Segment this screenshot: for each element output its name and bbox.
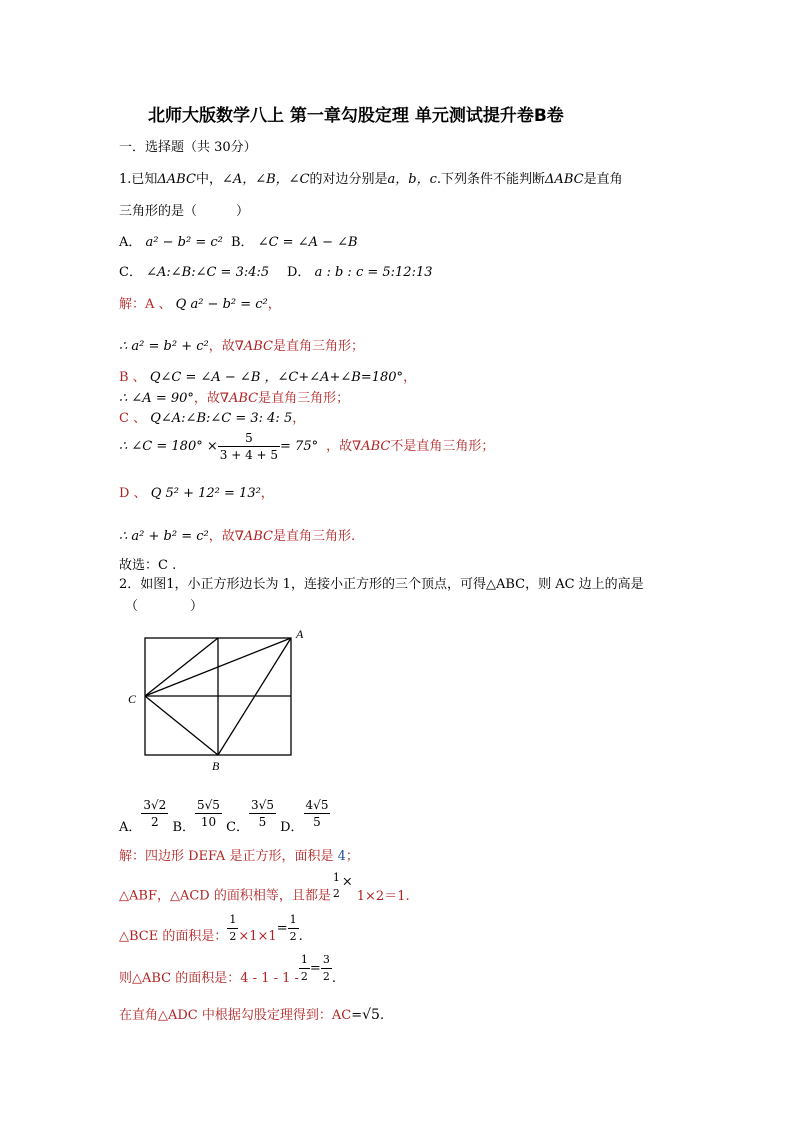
- q2-solution-line4: [119, 952, 336, 987]
- label-b: B: [212, 759, 220, 773]
- q1-solution-line1: [119, 298, 281, 311]
- fraction-numerator: 1: [332, 871, 340, 884]
- option-c-fraction: [249, 797, 276, 830]
- solution-fraction: [331, 870, 342, 902]
- solution-text: △BCE 的面积是：: [119, 929, 228, 944]
- fraction-denominator: 5: [304, 813, 331, 830]
- solution-text: ；: [345, 849, 359, 864]
- solution-math: √5: [362, 1007, 380, 1023]
- fraction-numerator: 1: [300, 953, 308, 966]
- solution-text: 在直角△ADC 中根据勾股定理得到：AC: [119, 1008, 352, 1023]
- solution-text: D 、: [119, 486, 147, 501]
- option-label: B．: [231, 235, 254, 250]
- solution-math: Q∠A:∠B:∠C = 3: 4: 5: [150, 411, 293, 426]
- solution-text: 解：四边形 DEFA 是正方形，面积是: [119, 849, 338, 864]
- solution-fraction: [288, 912, 299, 945]
- q1-stem-line1: [119, 173, 623, 186]
- q1-stem-mid2: 的对边分别是: [309, 172, 388, 187]
- solution-text: .: [331, 971, 336, 986]
- solution-text: =: [351, 1008, 363, 1023]
- q1-answer: 故选：C .: [119, 558, 177, 573]
- q1-option-c: [119, 266, 269, 279]
- solution-math: ∴ ∠C = 180° ×: [119, 439, 218, 454]
- option-label: B．: [172, 820, 196, 835]
- fraction-denominator: 2: [229, 930, 237, 943]
- solution-math: ∴ ∠A = 90°: [119, 391, 194, 406]
- q2-solution-line2: [119, 870, 410, 905]
- solution-value: 4: [337, 849, 346, 864]
- q1-option-d: [287, 266, 433, 279]
- fraction-denominator: 10: [195, 813, 222, 830]
- solution-text: ，: [292, 411, 306, 426]
- solution-text: 是直角三角形；: [258, 391, 350, 406]
- option-text: a² − b² = c²: [145, 235, 223, 250]
- q2-solution-line5: [119, 1008, 384, 1022]
- solution-fraction: [299, 952, 310, 985]
- q2-options: [119, 797, 330, 836]
- solution-text: ×: [341, 874, 353, 890]
- solution-text: 是直角三角形；: [272, 339, 364, 354]
- q2-stem: 2．如图1，小正方形边长为 1，连接小正方形的三个顶点，可得△ABC，则 AC 边上的高是: [119, 577, 644, 592]
- solution-math: ∴ a² = b² + c²: [119, 339, 209, 354]
- page-title: 北师大版数学八上 第一章勾股定理 单元测试提升卷B卷: [148, 106, 564, 126]
- solution-text: 1×2＝1.: [356, 888, 410, 904]
- q2-solution-line3: [119, 912, 303, 945]
- q1-stem-mid1: 中，: [195, 172, 222, 187]
- q1-solution-line8: [119, 530, 355, 543]
- solution-fraction: [218, 430, 280, 463]
- q1-solution-line7: [119, 487, 274, 500]
- q1-stem-line2: 三角形的是（ ）: [119, 204, 250, 219]
- fraction-numerator: 1: [229, 913, 237, 926]
- solution-text: 是直角三角形.: [272, 529, 356, 544]
- solution-text: 4 - 1 - 1 -: [240, 971, 299, 986]
- solution-math: Q 5² + 12² = 13²: [150, 486, 261, 501]
- q1-solution-line4: [119, 392, 349, 405]
- q1-solution-line3: [119, 371, 416, 384]
- solution-math: Q∠C = ∠A − ∠B ，∠C+∠A+∠B=180°: [149, 370, 404, 385]
- fraction-denominator: 3 + 4 + 5: [219, 448, 279, 462]
- solution-triangle: ∇ABC: [352, 439, 391, 454]
- segment-cb: [145, 696, 218, 755]
- q1-option-a: [119, 236, 223, 249]
- option-label: D．: [287, 265, 311, 280]
- q1-triangle-2: ΔABC: [545, 172, 584, 187]
- solution-triangle: ∇ABC: [219, 391, 259, 406]
- solution-text: C 、: [119, 411, 147, 426]
- solution-triangle: ∇ABC: [234, 529, 273, 544]
- option-label: D．: [280, 820, 304, 835]
- option-text: ∠A:∠B:∠C = 3:4:5: [146, 265, 270, 280]
- option-d-fraction: [304, 797, 331, 830]
- solution-fraction: [227, 912, 238, 945]
- solution-text: ，: [267, 297, 281, 312]
- fraction-denominator: 5: [249, 813, 276, 830]
- fraction-denominator: 2: [332, 887, 340, 900]
- fraction-numerator: 1: [289, 913, 297, 926]
- solution-text: ，故: [326, 439, 353, 454]
- option-b-fraction: [195, 797, 222, 830]
- fraction-denominator: 2: [300, 970, 308, 983]
- q1-solution-line6: [119, 430, 494, 463]
- option-label: A．: [119, 235, 142, 250]
- solution-text: ×1×1: [238, 929, 277, 944]
- q1-angles: ∠A，∠B，∠C: [221, 172, 310, 187]
- segment-c-to-top-mid: [145, 638, 218, 696]
- q2-solution-line1: [119, 850, 359, 863]
- option-label: A．: [119, 820, 142, 835]
- solution-text: 不是直角三角形；: [390, 439, 495, 454]
- fraction-numerator: 5: [245, 431, 253, 445]
- fraction-denominator: 2: [322, 970, 330, 983]
- solution-text: 解：A 、: [119, 297, 172, 312]
- solution-text: ，: [260, 486, 274, 501]
- fraction-numerator: 4√5: [305, 798, 329, 812]
- solution-text: ，故: [208, 529, 235, 544]
- solution-text: =: [309, 961, 321, 976]
- option-text: a : b : c = 5:12:13: [314, 265, 433, 280]
- solution-text: .: [298, 929, 303, 944]
- q1-solution-line2: [119, 340, 364, 353]
- option-a-fraction: [141, 797, 168, 830]
- solution-math: Q a² − b² = c²: [175, 297, 268, 312]
- option-label: C．: [226, 820, 250, 835]
- solution-text: △ABF，△ACD 的面积相等，且都是: [119, 888, 331, 904]
- q1-triangle: ΔABC: [157, 172, 196, 187]
- label-c: C: [128, 692, 137, 706]
- solution-text: B 、: [119, 370, 146, 385]
- label-a: A: [296, 627, 304, 641]
- solution-triangle: ∇ABC: [234, 339, 273, 354]
- q2-stem-line2: （ ）: [125, 599, 204, 614]
- solution-text: =: [276, 921, 288, 936]
- solution-text: 则△ABC 的面积是：: [119, 971, 241, 986]
- q2-figure: [120, 625, 320, 775]
- solution-fraction: [321, 952, 332, 985]
- q1-sides: a，b，c: [387, 172, 437, 187]
- solution-text: .: [379, 1008, 385, 1023]
- fraction-numerator: 3√5: [251, 798, 274, 812]
- section-heading: 一．选择题（共 30分）: [119, 140, 257, 155]
- fraction-numerator: 3√2: [143, 798, 167, 812]
- solution-math: = 75°: [280, 439, 319, 454]
- fraction-denominator: 2: [289, 930, 297, 943]
- solution-math: ∴ a² + b² = c²: [119, 529, 209, 544]
- solution-text: ，故: [193, 391, 220, 406]
- solution-text: ，: [403, 370, 417, 385]
- q1-stem-prefix: 1.已知: [119, 172, 158, 187]
- q1-option-b: [231, 236, 358, 249]
- solution-text: ，故: [208, 339, 235, 354]
- option-text: ∠C = ∠A − ∠B: [257, 235, 358, 250]
- q1-stem-mid3: .下列条件不能判断: [436, 172, 546, 187]
- fraction-denominator: 2: [141, 813, 168, 830]
- option-label: C．: [119, 265, 142, 280]
- fraction-numerator: 5√5: [197, 798, 220, 812]
- q1-solution-line5: [119, 412, 305, 425]
- q1-stem-suffix: 是直角: [583, 172, 623, 187]
- fraction-numerator: 3: [322, 953, 330, 966]
